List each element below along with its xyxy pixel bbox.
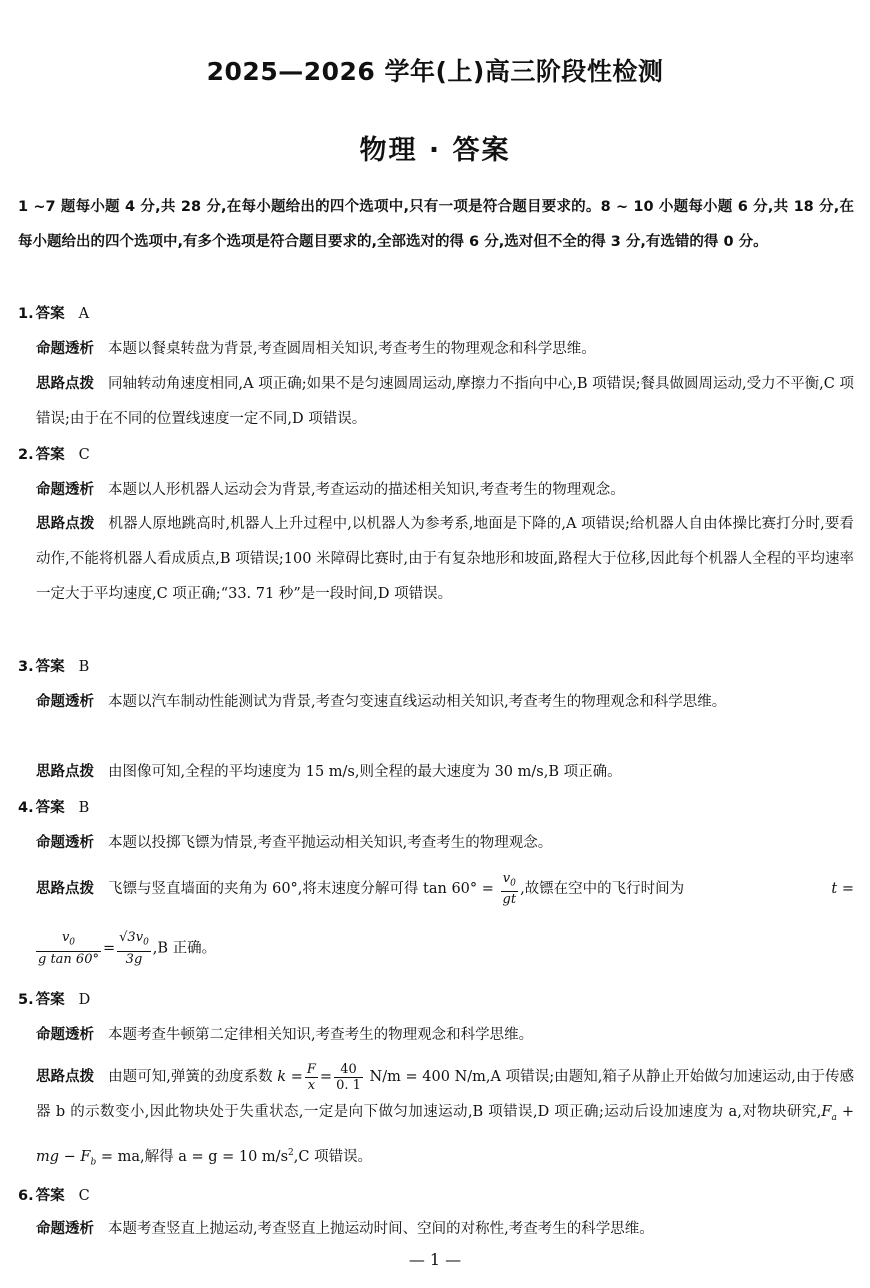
question-3-intent: 命题透析 本题以汽车制动性能测试为背景,考查匀变速直线运动相关知识,考查考生的物理观念和科学思维。	[36, 694, 727, 710]
question-6-answer: 6. 答案 C	[18, 1188, 90, 1204]
fraction-sqrt3v0-over-3g: $\frac{√3v_0}{3g}$	[119, 930, 149, 967]
question-5-hint: 思路点拨 由题可知,弹簧的劲度系数 k = $\frac{F}{x}$ = $\frac{40}{0. 1}$ N/m = 400 N/m,A 项错误;由题知,箱子从静止开始做匀加速运动,由于传感器 b 的示数变小,因此物块处于失重状态,一定是向下做匀加速运动,B 项错误,D 项正确;运动后设加速度为 a,对物块研究$,F_a$ + mg − $F_b$ = ma,解得 a = g = 10 $m/s^2,C$ 项错误。	[36, 1061, 855, 1168]
question-4-hint-continued: $\frac{v_0}{\text{g tan 60°}}$ = $\frac{√3v_0}{3g}$ ,B 正确。	[38, 930, 217, 967]
answer-value: A	[78, 306, 90, 322]
question-1-intent: 命题透析 本题以餐桌转盘为背景,考查圆周相关知识,考查考生的物理观念和科学思维。	[36, 341, 596, 357]
question-5-answer: 5. 答案 D	[18, 992, 91, 1008]
fraction-v0-over-gtan60: $\frac{v_0}{\text{g tan 60°}}$	[38, 930, 99, 967]
answer-value: D	[78, 992, 91, 1008]
answer-value: C	[78, 1188, 90, 1204]
question-1-hint: 思路点拨 同轴转动角速度相同,A 项正确;如果不是匀速圆周运动,摩擦力不指向中心,B 项错误;餐具做圆周运动,受力不平衡,C 项错误;由于在不同的位置线速度一定不同,D 项错误。	[36, 376, 854, 427]
answer-value: B	[78, 659, 90, 675]
scoring-instructions: 1 ~7 题每小题 4 分,共 28 分,在每小题给出的四个选项中,只有一项是符合题目要求的。8 ~ 10 小题每小题 6 分,共 18 分,在每小题给出的四个选项中,有多个选项是符合题目要求的,全部选对的得 6 分,选对但不全的得 3 分,有选错的得 0 分。	[18, 199, 854, 250]
fraction-v0-over-gt: $\frac{v_0}{gt}$	[502, 870, 517, 908]
page-number: — 1 —	[408, 1250, 462, 1269]
question-1-answer: 1. 答案 A	[18, 306, 90, 322]
subject-title: 物理 · 答案	[359, 135, 511, 166]
answer-value: B	[78, 800, 90, 816]
question-3-answer: 3. 答案 B	[18, 659, 90, 675]
fraction-F-over-x: $\frac{F}{x}$	[306, 1061, 316, 1093]
question-5-intent: 命题透析 本题考查牛顿第二定律相关知识,考查考生的物理观念和科学思维。	[36, 1027, 534, 1043]
question-3-hint: 思路点拨 由图像可知,全程的平均速度为 15 m/s,则全程的最大速度为 30 m/s,B 项正确。	[36, 764, 622, 780]
question-6-intent: 命题透析 本题考查竖直上抛运动,考查竖直上抛运动时间、空间的对称性,考查考生的科学思维。	[36, 1221, 654, 1237]
question-4-answer: 4. 答案 B	[18, 800, 90, 816]
question-2-hint: 思路点拨 机器人原地跳高时,机器人上升过程中,以机器人为参考系,地面是下降的,A 项错误;给机器人自由体操比赛打分时,要看动作,不能将机器人看成质点,B 项错误;100 米障碍比赛时,由于有复杂地形和坡面,路程大于位移,因此每个机器人全程的平均速率一定大于平均速度,C 项正确;“33. 71 秒”是一段时间,D 项错误。	[36, 516, 855, 602]
answer-value: C	[78, 447, 90, 463]
question-2-answer: 2. 答案 C	[18, 447, 90, 463]
question-2-intent: 命题透析 本题以人形机器人运动会为背景,考查运动的描述相关知识,考查考生的物理观念。	[36, 482, 625, 498]
exam-title: 2025—2026 学年(上)高三阶段性检测	[206, 57, 664, 86]
question-4-hint: 思路点拨 飞镖与竖直墙面的夹角为 60°,将末速度分解可得 tan 60° = $\frac{v_0}{gt}$ ,故镖在空中的飞行时间为 t =	[36, 870, 854, 908]
fraction-40-over-0.1: $\frac{40}{0. 1}$	[336, 1061, 361, 1093]
question-4-intent: 命题透析 本题以投掷飞镖为情景,考查平抛运动相关知识,考查考生的物理观念。	[36, 835, 553, 851]
